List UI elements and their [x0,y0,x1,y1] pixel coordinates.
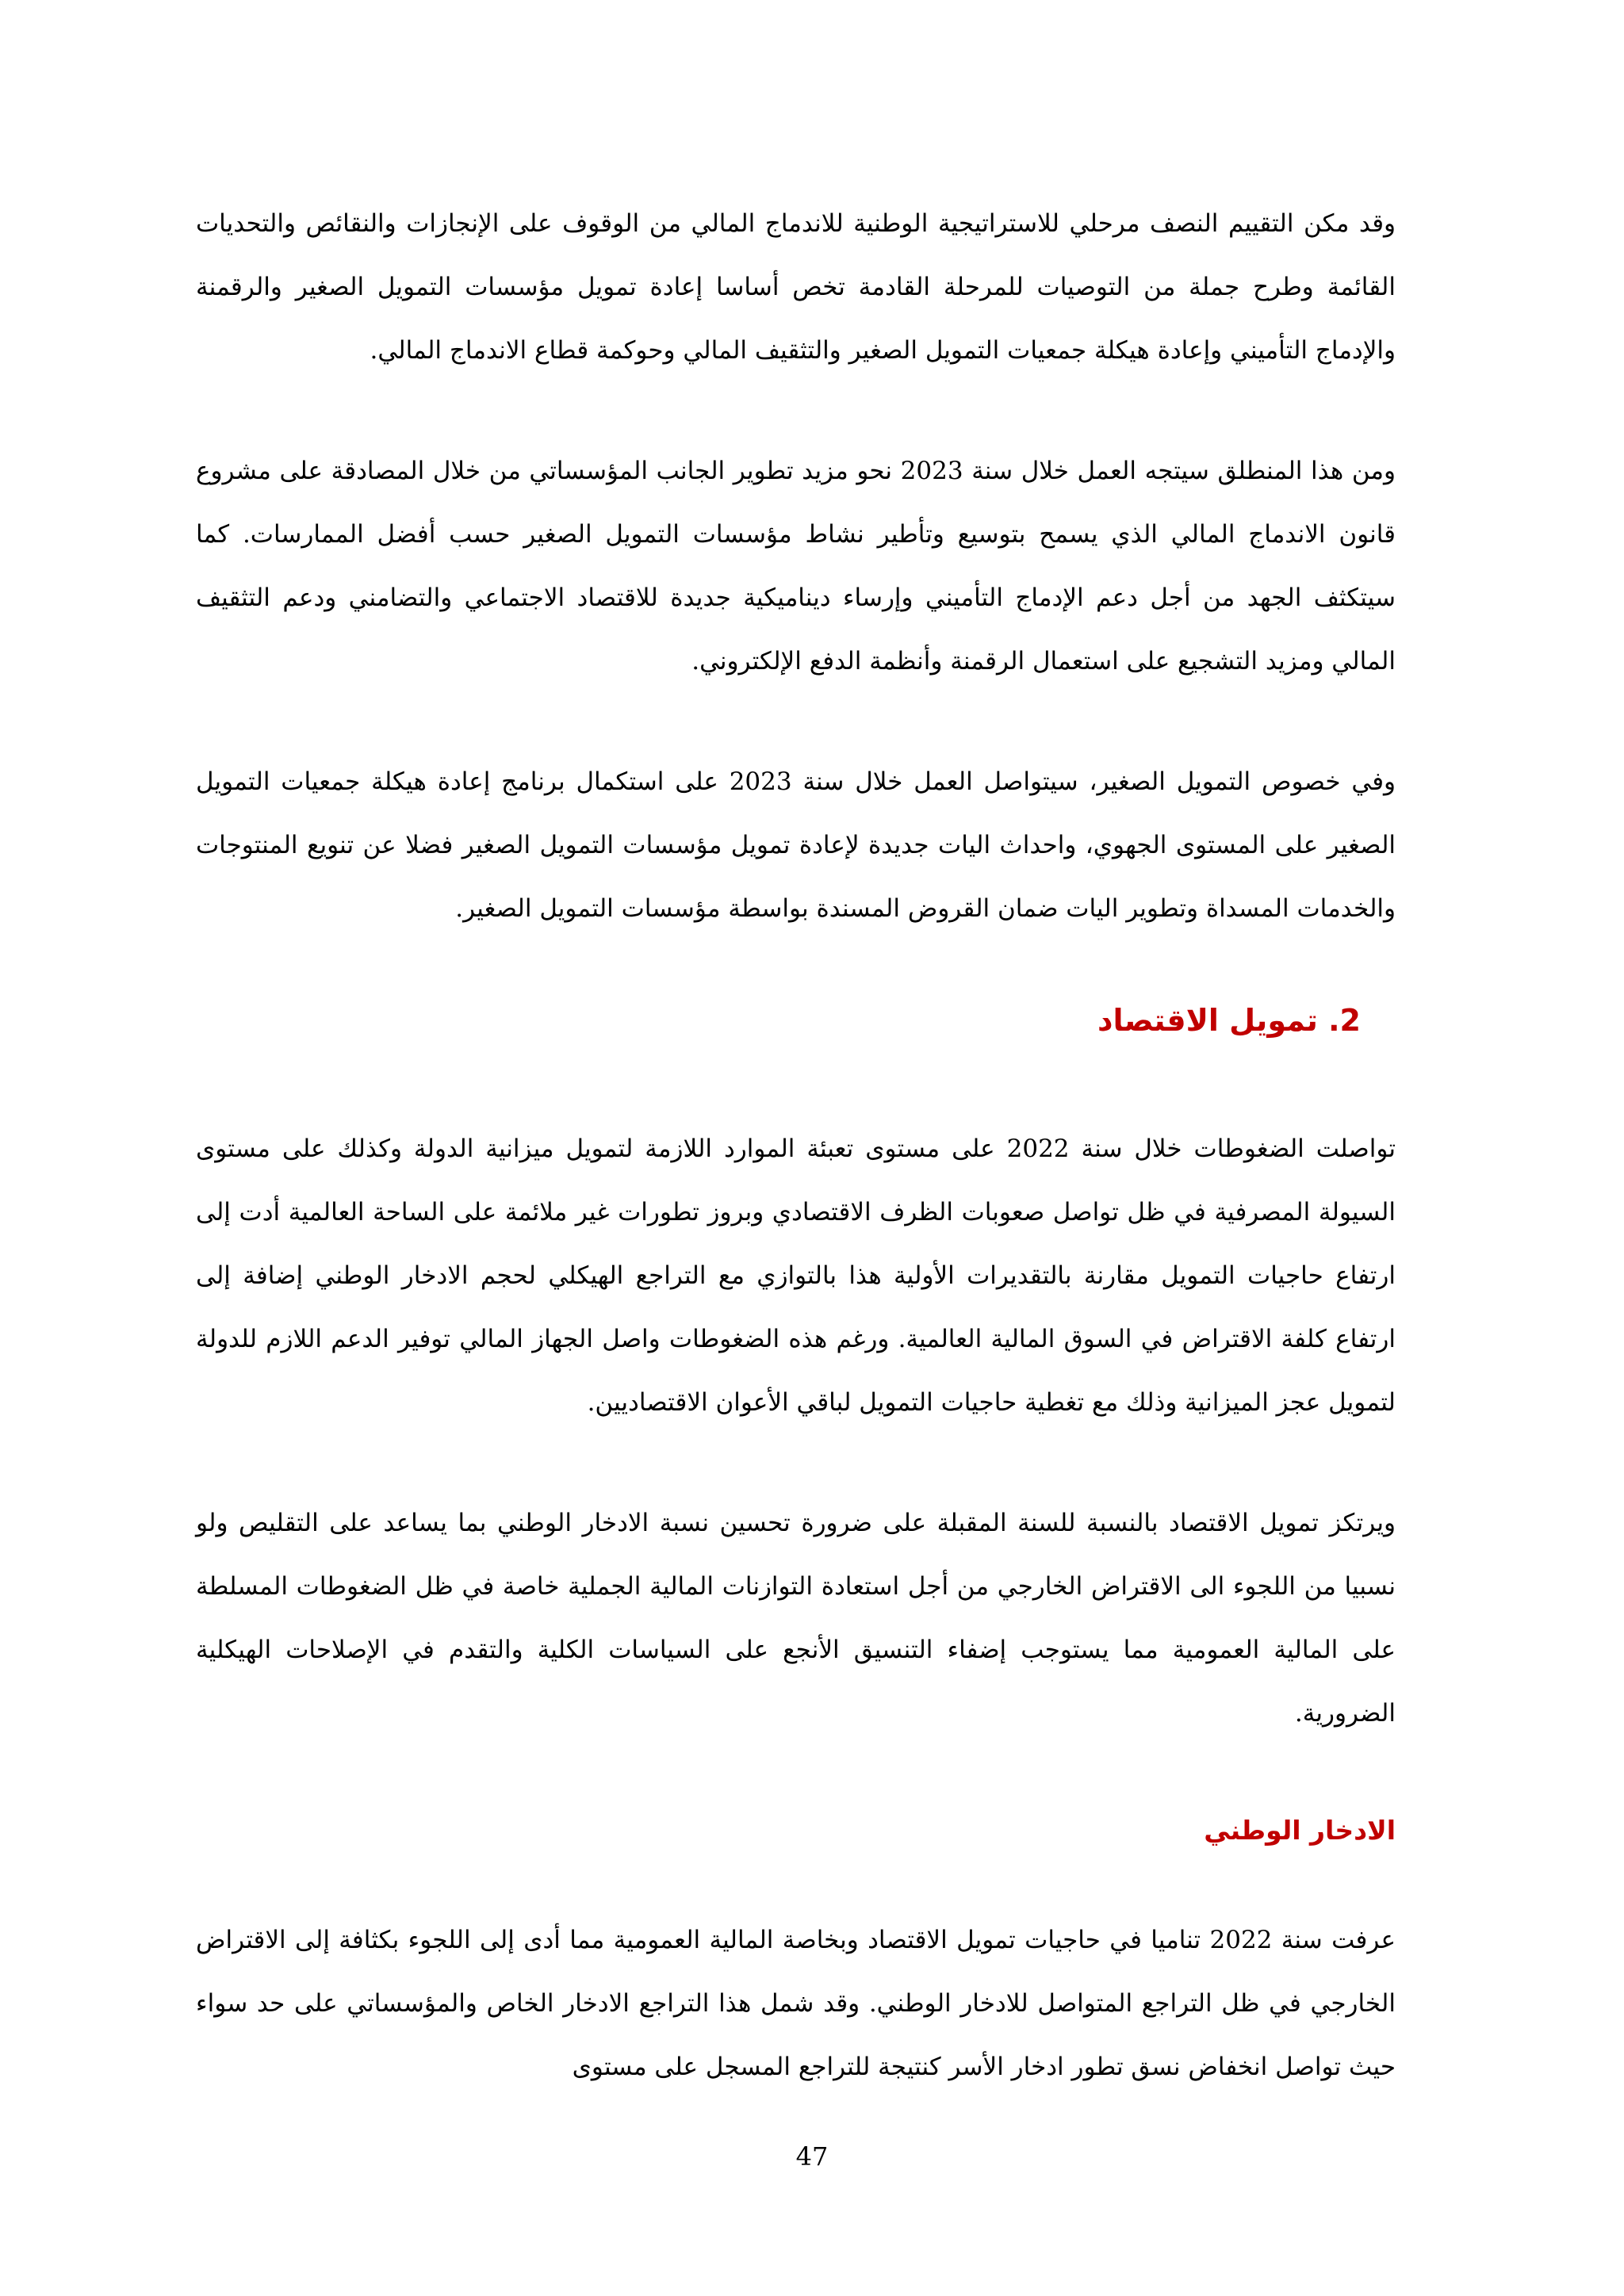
subheading-national-savings: الادخار الوطني [1204,1815,1396,1846]
page-content [196,192,1396,2099]
paragraph-strategy-evaluation: وقد مكن التقييم النصف مرحلي للاستراتيجية الوطنية للاندماج المالي من الوقوف على الإنجازات والنقائص والتحديات القائمة وطرح جملة من التوصيات للمرحلة القادمة تخص أساسا إعادة تمويل مؤسسات التمويل الصغير والرقمنة والإدماج التأميني وإعادة هيكلة جمعيات التمويل الصغير والتثقيف المالي وحوكمة قطاع الاندماج المالي. [196,209,1396,365]
paragraph-national-savings: عرفت سنة 2022 تناميا في حاجيات تمويل الاقتصاد وبخاصة المالية العمومية مما أدى إلى اللجوء بكثافة إلى الاقتراض الخارجي في ظل التراجع المتواصل للادخار الوطني. وقد شمل هذا التراجع الادخار الخاص والمؤسساتي على حد سواء حيث تواصل انخفاض نسق تطور ادخار الأسر كنتيجة للتراجع المسجل على مستوى [196,1926,1396,2081]
paragraph-institutional-development: ومن هذا المنطلق سيتجه العمل خلال سنة 2023 نحو مزيد تطوير الجانب المؤسساتي من خلال المصادقة على مشروع قانون الاندماج المالي الذي يسمح بتوسيع وتأطير نشاط مؤسسات التمويل الصغير حسب أفضل الممارسات. كما سيتكثف الجهد من أجل دعم الإدماج التأميني وإرساء ديناميكية جديدة للاقتصاد الاجتماعي والتضامني ودعم التثقيف المالي ومزيد التشجيع على استعمال الرقمنة وأنظمة الدفع الإلكتروني. [196,457,1396,675]
page-number: 47 [795,2141,829,2172]
paragraph-financing-outlook: ويرتكز تمويل الاقتصاد بالنسبة للسنة المقبلة على ضرورة تحسين نسبة الادخار الوطني بما يساعد على التقليص ولو نسبيا من اللجوء الى الاقتراض الخارجي من أجل استعادة التوازنات المالية الجملية خاصة في ظل الضغوطات المسلطة على المالية العمومية مما يستوجب إضفاء التنسيق الأنجع على السياسات الكلية والتقدم في الإصلاحات الهيكلية الضرورية. [196,1509,1396,1728]
paragraph-microfinance: وفي خصوص التمويل الصغير، سيتواصل العمل خلال سنة 2023 على استكمال برنامج إعادة هيكلة جمعيات التمويل الصغير على المستوى الجهوي، واحداث اليات جديدة لإعادة تمويل مؤسسات التمويل الصغير فضلا عن تنويع المنتوجات والخدمات المسداة وتطوير اليات ضمان القروض المسندة بواسطة مؤسسات التمويل الصغير. [196,767,1396,923]
paragraph-financing-pressures: تواصلت الضغوطات خلال سنة 2022 على مستوى تعبئة الموارد اللازمة لتمويل ميزانية الدولة وكذلك على مستوى السيولة المصرفية في ظل تواصل صعوبات الظرف الاقتصادي وبروز تطورات غير ملائمة على الساحة العالمية أدت إلى ارتفاع حاجيات التمويل مقارنة بالتقديرات الأولية هذا بالتوازي مع التراجع الهيكلي لحجم الادخار الوطني إضافة إلى ارتفاع كلفة الاقتراض في السوق المالية العالمية. ورغم هذه الضغوطات واصل الجهاز المالي توفير الدعم اللازم للدولة لتمويل عجز الميزانية وذلك مع تغطية حاجيات التمويل لباقي الأعوان الاقتصاديين. [196,1135,1396,1417]
section-heading-economy-financing: 2. تمويل الاقتصاد [1097,1003,1361,1038]
